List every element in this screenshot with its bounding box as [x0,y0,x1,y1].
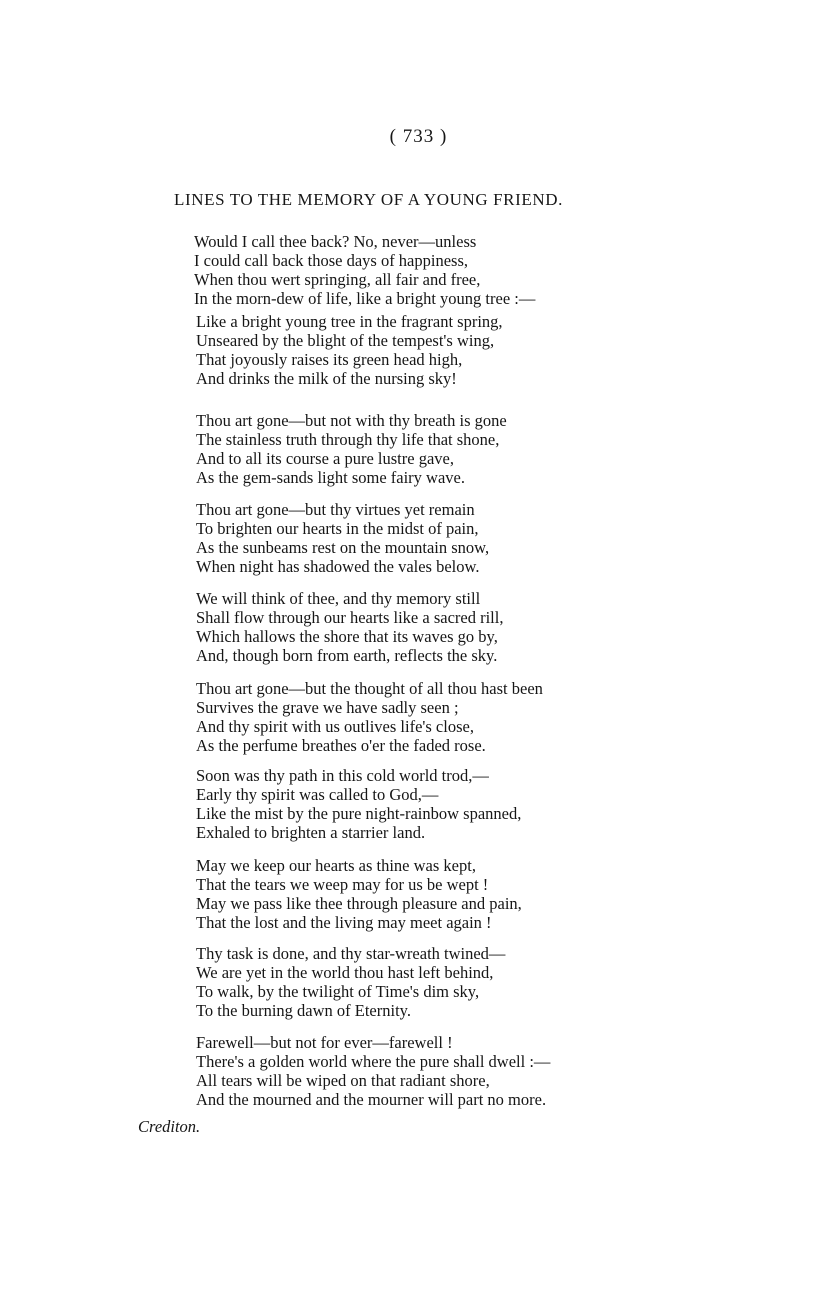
poem-line: Farewell—but not for ever—farewell ! [196,1033,453,1052]
poem-line: And to all its course a pure lustre gave, [196,449,454,468]
poem-line: To walk, by the twilight of Time's dim sky, [196,982,480,1001]
poem-line: That the tears we weep may for us be wept ! [196,875,489,894]
poem-line: Exhaled to brighten a starrier land. [196,823,426,842]
poem-line: Unseared by the blight of the tempest's wing, [196,331,495,350]
poem-line: I could call back those days of happiness, [194,251,469,270]
poem-line: And drinks the milk of the nursing sky! [196,369,457,388]
poem-line: Like a bright young tree in the fragrant spring, [196,312,503,331]
poem-line: We are yet in the world thou hast left behind, [196,963,494,982]
poem-line: Soon was thy path in this cold world trod,— [196,766,489,785]
poem-title: LINES TO THE MEMORY OF A YOUNG FRIEND. [174,190,563,209]
page-number: ( 733 ) [389,126,448,147]
poem-line: To the burning dawn of Eternity. [196,1001,411,1020]
poem-line: As the sunbeams rest on the mountain snow, [196,538,490,557]
poem-line: All tears will be wiped on that radiant shore, [196,1071,490,1090]
poem-line: That joyously raises its green head high, [196,350,463,369]
poem-line: May we pass like thee through pleasure and pain, [196,894,522,913]
poem-line: And, though born from earth, reflects the sky. [196,646,498,665]
poem-line: In the morn-dew of life, like a bright young tree :— [194,289,536,308]
poem-line: And thy spirit with us outlives life's close, [196,717,474,736]
poem-line: That the lost and the living may meet again ! [196,913,492,932]
poem-line: Thy task is done, and thy star-wreath twined— [196,944,506,963]
poem-line: Thou art gone—but thy virtues yet remain [196,500,475,519]
poem-line: Thou art gone—but the thought of all thou hast been [196,679,543,698]
poem-line: Shall flow through our hearts like a sacred rill, [196,608,504,627]
poem-line: May we keep our hearts as thine was kept, [196,856,476,875]
poem-line: As the gem-sands light some fairy wave. [196,468,465,487]
poem-line: Like the mist by the pure night-rainbow spanned, [196,804,522,823]
poem-line: When night has shadowed the vales below. [196,557,480,576]
poem-line: When thou wert springing, all fair and free, [194,270,481,289]
poem-line: We will think of thee, and thy memory still [196,589,481,608]
poem-line: To brighten our hearts in the midst of pain, [196,519,479,538]
poem-line: Would I call thee back? No, never—unless [194,232,477,251]
poem-line: The stainless truth through thy life that shone, [196,430,500,449]
poem-line: Thou art gone—but not with thy breath is gone [196,411,507,430]
poem-line: There's a golden world where the pure shall dwell :— [196,1052,551,1071]
poem-line: Survives the grave we have sadly seen ; [196,698,459,717]
signature-place: Crediton. [138,1117,201,1136]
poem-line: Which hallows the shore that its waves go by, [196,627,498,646]
poem-line: And the mourned and the mourner will part no more. [196,1090,547,1109]
poem-line: Early thy spirit was called to God,— [196,785,439,804]
poem-line: As the perfume breathes o'er the faded rose. [196,736,486,755]
